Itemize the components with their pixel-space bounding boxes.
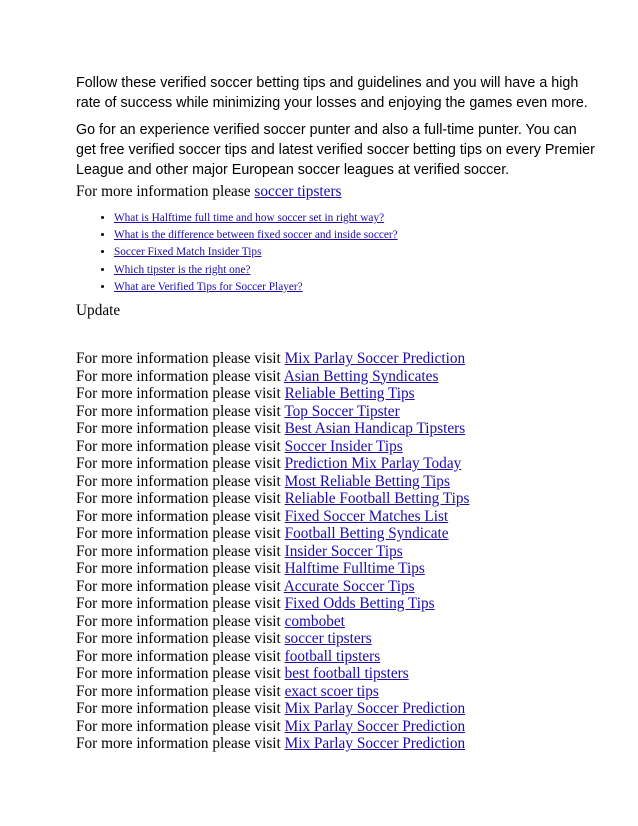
visit-prefix: For more information please visit <box>76 595 285 612</box>
visit-link[interactable]: best football tipsters <box>284 665 409 682</box>
visit-prefix: For more information please visit <box>76 420 285 437</box>
visit-link[interactable]: Soccer Insider Tips <box>284 437 403 455</box>
visit-prefix: For more information please visit <box>76 577 284 595</box>
list-item <box>76 595 469 613</box>
visit-link[interactable]: football tipsters <box>284 647 381 665</box>
visit-prefix: For more information please visit <box>76 455 285 472</box>
visit-link[interactable]: Accurate Soccer Tips <box>283 577 415 595</box>
visit-links-list <box>76 350 469 753</box>
visit-prefix: For more information please visit <box>76 385 285 402</box>
toc-item <box>114 279 398 296</box>
visit-link[interactable]: Fixed Soccer Matches List <box>284 507 449 525</box>
list-item <box>76 578 469 596</box>
visit-link[interactable]: Mix Parlay Soccer Prediction <box>284 735 466 752</box>
visit-link[interactable]: Best Asian Handicap Tipsters <box>284 420 466 437</box>
visit-link[interactable]: Mix Parlay Soccer Prediction <box>284 717 466 735</box>
toc-link-halftime[interactable]: What is Halftime full time and how soccer set in right way? <box>114 212 385 224</box>
toc-link-fixed-match[interactable]: Soccer Fixed Match Insider Tips <box>114 246 262 259</box>
visit-prefix: For more information please visit <box>76 630 285 647</box>
list-item <box>76 420 469 438</box>
table-of-contents <box>90 210 398 296</box>
visit-link[interactable]: Reliable Football Betting Tips <box>284 490 470 507</box>
visit-prefix: For more information please visit <box>76 490 285 507</box>
visit-prefix: For more information please visit <box>76 472 285 490</box>
list-item <box>76 543 469 561</box>
list-item <box>76 403 469 421</box>
visit-prefix: For more information please visit <box>76 367 284 385</box>
visit-link[interactable]: Prediction Mix Parlay Today <box>284 455 462 472</box>
list-item <box>76 525 469 543</box>
list-item <box>76 508 469 526</box>
visit-prefix: For more information please visit <box>76 717 285 735</box>
visit-link[interactable]: Football Betting Syndicate <box>284 525 449 542</box>
list-item <box>76 455 469 473</box>
list-item <box>76 630 469 648</box>
update-heading: Update <box>76 302 121 319</box>
visit-prefix: For more information please visit <box>76 647 285 665</box>
visit-link[interactable]: Asian Betting Syndicates <box>283 367 439 385</box>
visit-prefix: For more information please visit <box>76 665 285 682</box>
list-item <box>76 490 469 508</box>
list-item <box>76 350 469 368</box>
toc-link-which-tipster[interactable]: Which tipster is the right one? <box>114 263 251 276</box>
list-item <box>76 735 469 753</box>
visit-link[interactable]: Fixed Odds Betting Tips <box>284 595 435 612</box>
toc-link-verified-tips[interactable]: What are Verified Tips for Soccer Player? <box>114 280 303 293</box>
toc-item <box>114 262 398 279</box>
toc-item <box>114 210 398 227</box>
visit-prefix: For more information please visit <box>76 507 285 525</box>
visit-prefix: For more information please visit <box>76 437 285 455</box>
list-item <box>76 665 469 683</box>
more-info-line <box>76 182 342 202</box>
visit-link[interactable]: combobet <box>284 612 345 630</box>
visit-link[interactable]: exact scoer tips <box>284 682 379 700</box>
visit-link[interactable]: soccer tipsters <box>284 630 372 647</box>
list-item <box>76 385 469 403</box>
visit-link[interactable]: Mix Parlay Soccer Prediction <box>284 700 466 717</box>
visit-prefix: For more information please visit <box>76 542 285 560</box>
visit-link[interactable]: Reliable Betting Tips <box>284 385 415 402</box>
soccer-tipsters-link[interactable]: soccer tipsters <box>254 183 342 200</box>
visit-link[interactable]: Halftime Fulltime Tips <box>284 560 425 577</box>
list-item <box>76 718 469 736</box>
visit-link[interactable]: Top Soccer Tipster <box>284 402 400 420</box>
list-item <box>76 473 469 491</box>
punter-paragraph: Go for an experience verified soccer punter and also a full-time punter. You can get free verified soccer tips and latest verified soccer betting tips on every Premier League and other major European soccer leagues at verified soccer. <box>76 122 595 178</box>
visit-link[interactable]: Most Reliable Betting Tips <box>284 472 450 490</box>
list-item <box>76 560 469 578</box>
list-item <box>76 683 469 701</box>
visit-prefix: For more information please visit <box>76 402 285 420</box>
visit-prefix: For more information please visit <box>76 350 285 367</box>
list-item <box>76 438 469 456</box>
visit-prefix: For more information please visit <box>76 525 285 542</box>
list-item <box>76 368 469 386</box>
toc-link-difference[interactable]: What is the difference between fixed soccer and inside soccer? <box>114 229 398 242</box>
visit-link[interactable]: Mix Parlay Soccer Prediction <box>284 350 466 367</box>
toc-item <box>114 244 398 261</box>
visit-prefix: For more information please visit <box>76 560 285 577</box>
intro-paragraph: Follow these verified soccer betting tips and guidelines and you will have a high rate of success while minimizing your losses and enjoying the games even more. <box>76 75 588 111</box>
toc-item <box>114 227 398 244</box>
list-item <box>76 613 469 631</box>
list-item <box>76 648 469 666</box>
list-item <box>76 700 469 718</box>
visit-prefix: For more information please visit <box>76 612 285 630</box>
visit-link[interactable]: Insider Soccer Tips <box>284 542 403 560</box>
more-info-prefix: For more information please <box>76 183 255 200</box>
visit-prefix: For more information please visit <box>76 700 285 717</box>
visit-prefix: For more information please visit <box>76 735 285 752</box>
visit-prefix: For more information please visit <box>76 682 285 700</box>
